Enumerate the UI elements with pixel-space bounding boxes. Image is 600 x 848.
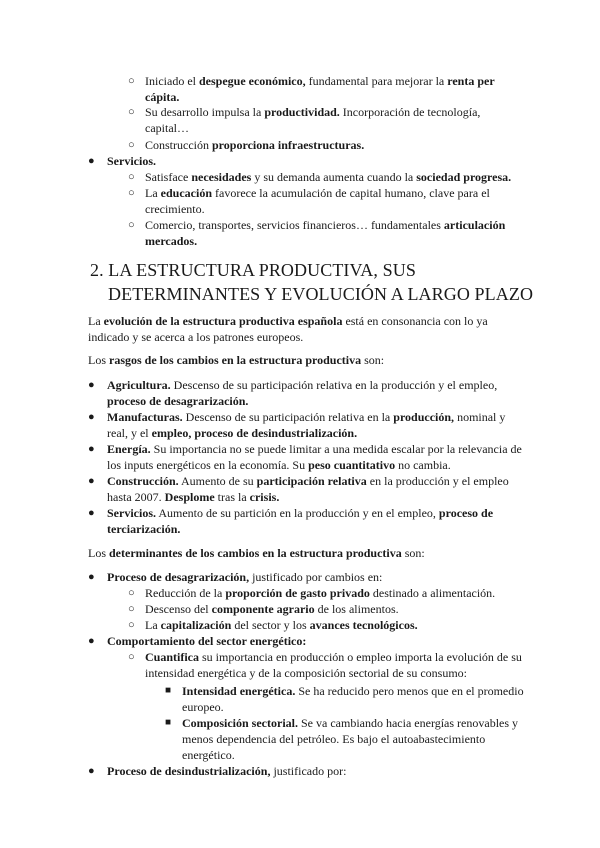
circle-bullet: ○ bbox=[128, 106, 135, 118]
disc-bullet: ● bbox=[88, 443, 95, 455]
circle-bullet: ○ bbox=[128, 219, 135, 231]
paragraph-line: Los determinantes de los cambios en la estructura productiva son: bbox=[88, 546, 425, 560]
circle-bullet: ○ bbox=[128, 587, 135, 599]
text-line: terciarización. bbox=[107, 522, 181, 536]
text-line: La capitalización del sector y los avances tecnológicos. bbox=[145, 618, 418, 632]
text-line: Servicios. bbox=[107, 154, 156, 168]
section-heading: 2. LA ESTRUCTURA PRODUCTIVA, SUS bbox=[90, 260, 416, 280]
disc-bullet: ● bbox=[88, 571, 95, 583]
text-line: Reducción de la proporción de gasto privado destinado a alimentación. bbox=[145, 586, 496, 600]
text-line: europeo. bbox=[182, 700, 224, 714]
text-line: Cuantifica su importancia en producción o empleo importa la evolución de su bbox=[145, 650, 522, 664]
text-line: Iniciado el despegue económico, fundamental para mejorar la renta per bbox=[145, 74, 495, 88]
text-line: Composición sectorial. Se va cambiando hacia energías renovables y bbox=[182, 716, 519, 730]
text-line: Agricultura. Descenso de su participación relativa en la producción y el empleo, bbox=[107, 378, 498, 392]
square-bullet: ■ bbox=[165, 717, 172, 728]
circle-bullet: ○ bbox=[128, 171, 135, 183]
section-heading: DETERMINANTES Y EVOLUCIÓN A LARGO PLAZO bbox=[108, 284, 534, 304]
text-line: real, y el empleo, proceso de desindustrialización. bbox=[107, 426, 358, 440]
text-line: Construcción. Aumento de su participación relativa en la producción y el empleo bbox=[107, 474, 509, 488]
text-line: los inputs energéticos en la economía. Su peso cuantitativo no cambia. bbox=[107, 458, 451, 472]
text-line: Energía. Su importancia no se puede limitar a una medida escalar por la relevancia de bbox=[107, 442, 522, 456]
text-line: Satisface necesidades y su demanda aumenta cuando la sociedad progresa. bbox=[145, 170, 512, 184]
disc-bullet: ● bbox=[88, 475, 95, 487]
text-line: Servicios. Aumento de su partición en la producción y en el empleo, proceso de bbox=[107, 506, 494, 520]
text-line: energético. bbox=[182, 748, 235, 762]
text-line: La educación favorece la acumulación de capital humano, clave para el bbox=[145, 186, 490, 200]
disc-bullet: ● bbox=[88, 765, 95, 777]
text-line: hasta 2007. Desplome tras la crisis. bbox=[107, 490, 280, 504]
circle-bullet: ○ bbox=[128, 139, 135, 151]
text-line: capital… bbox=[145, 121, 189, 135]
text-line: cápita. bbox=[145, 90, 180, 104]
text-line: menos dependencia del petróleo. Es bajo el autoabastecimiento bbox=[182, 732, 486, 746]
text-line: Comercio, transportes, servicios financieros… fundamentales articulación bbox=[145, 218, 506, 232]
disc-bullet: ● bbox=[88, 379, 95, 391]
circle-bullet: ○ bbox=[128, 603, 135, 615]
text-line: Su desarrollo impulsa la productividad. Incorporación de tecnología, bbox=[145, 105, 481, 119]
disc-bullet: ● bbox=[88, 507, 95, 519]
circle-bullet: ○ bbox=[128, 619, 135, 631]
paragraph-line: La evolución de la estructura productiva española está en consonancia con lo ya bbox=[88, 314, 488, 328]
text-line: proceso de desagrarización. bbox=[107, 394, 249, 408]
disc-bullet: ● bbox=[88, 635, 95, 647]
text-line: crecimiento. bbox=[145, 202, 205, 216]
circle-bullet: ○ bbox=[128, 75, 135, 87]
circle-bullet: ○ bbox=[128, 651, 135, 663]
text-line: Intensidad energética. Se ha reducido pero menos que en el promedio bbox=[182, 684, 524, 698]
square-bullet: ■ bbox=[165, 685, 172, 696]
text-line: Comportamiento del sector energético: bbox=[107, 634, 307, 648]
text-line: Proceso de desagrarización, justificado por cambios en: bbox=[107, 570, 383, 584]
circle-bullet: ○ bbox=[128, 187, 135, 199]
text-line: Descenso del componente agrario de los alimentos. bbox=[145, 602, 399, 616]
text-line: Proceso de desindustrialización, justificado por: bbox=[107, 764, 347, 778]
disc-bullet: ● bbox=[88, 411, 95, 423]
text-line: Manufacturas. Descenso de su participación relativa en la producción, nominal y bbox=[107, 410, 506, 424]
disc-bullet: ● bbox=[88, 155, 95, 167]
paragraph-line: Los rasgos de los cambios en la estructura productiva son: bbox=[88, 353, 385, 367]
text-line: mercados. bbox=[145, 234, 198, 248]
text-line: Construcción proporciona infraestructuras. bbox=[145, 138, 365, 152]
text-line: intensidad energética y de la composición sectorial de su consumo: bbox=[145, 666, 468, 680]
paragraph-line: indicado y se acerca a los patrones europeos. bbox=[88, 330, 304, 344]
